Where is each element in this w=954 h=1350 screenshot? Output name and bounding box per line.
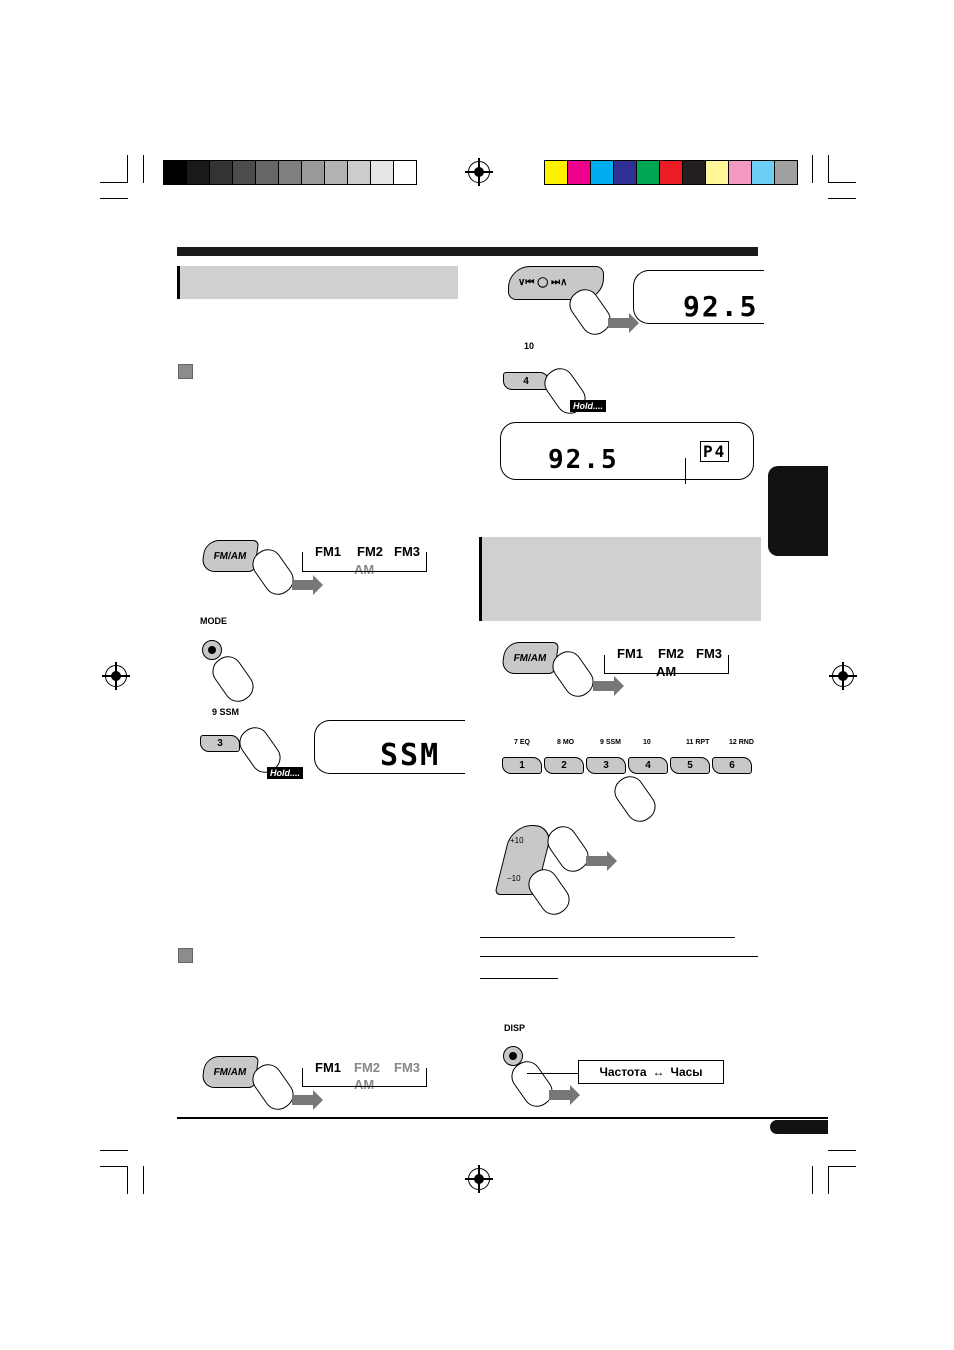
band-am: AM bbox=[354, 1077, 375, 1092]
number-key-top-label: 11 RPT bbox=[686, 739, 710, 746]
color-swatch bbox=[614, 161, 637, 184]
finger-icon bbox=[609, 771, 661, 828]
gray-swatch bbox=[325, 161, 348, 184]
gray-swatch bbox=[348, 161, 371, 184]
band-fm1: FM1 bbox=[315, 544, 341, 559]
arrow-right-icon bbox=[292, 1095, 314, 1105]
preset-button-1[interactable]: 1 bbox=[502, 757, 542, 774]
band-am: AM bbox=[656, 664, 677, 679]
preset-display: P4 bbox=[700, 441, 729, 462]
crop-mark bbox=[812, 155, 813, 183]
fm-am-button[interactable]: FM/AM bbox=[201, 1056, 259, 1088]
number-key-top-label: 10 bbox=[643, 739, 651, 746]
band-am: AM bbox=[354, 562, 375, 577]
arrow-right-icon bbox=[586, 856, 608, 866]
registration-mark-icon bbox=[832, 665, 854, 687]
band-fm3: FM3 bbox=[394, 544, 420, 559]
color-swatch bbox=[752, 161, 775, 184]
frequency-display: 92.5 bbox=[548, 445, 619, 475]
band-fm3: FM3 bbox=[394, 1060, 420, 1075]
clock-label: Часы bbox=[670, 1065, 703, 1079]
gray-swatch bbox=[302, 161, 325, 184]
seek-arrows-icon: ∨⏮ ◯ ⏭∧ bbox=[518, 277, 568, 288]
registration-mark-icon bbox=[105, 665, 127, 687]
section-bullet-icon bbox=[178, 948, 193, 963]
band-fm3: FM3 bbox=[696, 646, 722, 661]
disp-label: DISP bbox=[504, 1023, 526, 1033]
band-loop-line bbox=[302, 1068, 427, 1087]
number-key-top-label: 7 EQ bbox=[514, 739, 530, 746]
crop-mark bbox=[100, 1150, 128, 1151]
band-fm1: FM1 bbox=[617, 646, 643, 661]
page-number-pill bbox=[770, 1120, 828, 1134]
number-key-top-label: 8 MO bbox=[557, 739, 575, 746]
double-arrow-icon: ↔ bbox=[652, 1065, 665, 1079]
color-swatch bbox=[706, 161, 729, 184]
number-key-top-label: 9 SSM bbox=[600, 739, 622, 746]
crop-mark bbox=[828, 1150, 856, 1151]
arrow-right-icon bbox=[608, 318, 630, 328]
band-fm2: FM2 bbox=[354, 1060, 380, 1075]
display-mode-box bbox=[578, 1060, 724, 1084]
color-swatch bbox=[660, 161, 683, 184]
ssm-display-text: SSM bbox=[380, 738, 441, 773]
crop-mark bbox=[127, 155, 128, 183]
preset-button-6[interactable]: 6 bbox=[712, 757, 752, 774]
crop-mark bbox=[828, 182, 856, 183]
preset-button-5[interactable]: 5 bbox=[670, 757, 710, 774]
crop-mark bbox=[143, 1166, 144, 1194]
language-side-tab bbox=[768, 466, 828, 556]
crop-mark bbox=[828, 155, 829, 183]
gray-swatch bbox=[394, 161, 416, 184]
color-swatch bbox=[683, 161, 706, 184]
finger-icon bbox=[542, 821, 594, 878]
color-swatch bbox=[775, 161, 797, 184]
preset-button-4[interactable]: 4 bbox=[628, 757, 668, 774]
grayscale-calibration-bar bbox=[163, 160, 417, 185]
gray-swatch bbox=[233, 161, 256, 184]
hold-badge: Hold.... bbox=[267, 767, 303, 779]
rocker-up-label: +10 bbox=[510, 836, 524, 845]
section-bullet-icon bbox=[178, 364, 193, 379]
fm-am-button[interactable]: FM/AM bbox=[201, 540, 259, 572]
section-heading-box bbox=[479, 537, 761, 621]
frequency-display: 92.5 bbox=[683, 290, 759, 323]
color-swatch bbox=[637, 161, 660, 184]
number-key-top-label: 12 RND bbox=[729, 739, 754, 746]
gray-swatch bbox=[279, 161, 302, 184]
gray-swatch bbox=[256, 161, 279, 184]
mode-label: MODE bbox=[200, 616, 227, 626]
header-rule bbox=[177, 247, 758, 256]
rocker-down-label: −10 bbox=[507, 874, 521, 883]
gray-swatch bbox=[371, 161, 394, 184]
frequency-label: Частота bbox=[599, 1065, 647, 1079]
color-swatch bbox=[729, 161, 752, 184]
text-underline bbox=[480, 956, 758, 957]
crop-mark bbox=[100, 198, 128, 199]
crop-mark bbox=[100, 1166, 128, 1167]
gray-swatch bbox=[187, 161, 210, 184]
color-calibration-bar bbox=[544, 160, 798, 185]
crop-mark bbox=[100, 182, 128, 183]
color-swatch bbox=[568, 161, 591, 184]
text-underline bbox=[480, 937, 735, 938]
band-fm2: FM2 bbox=[658, 646, 684, 661]
preset-button-2[interactable]: 2 bbox=[544, 757, 584, 774]
arrow-right-icon bbox=[292, 580, 314, 590]
ssm-key-label: 9 SSM bbox=[212, 707, 240, 717]
crop-mark bbox=[828, 198, 856, 199]
fm-am-button[interactable]: FM/AM bbox=[501, 642, 559, 674]
band-fm2: FM2 bbox=[357, 544, 383, 559]
band-loop-line bbox=[604, 655, 729, 674]
arrow-right-icon bbox=[549, 1090, 571, 1100]
ten-key-label: 10 bbox=[524, 341, 535, 351]
crop-mark bbox=[143, 155, 144, 183]
gray-swatch bbox=[164, 161, 187, 184]
leader-line bbox=[685, 458, 686, 484]
registration-mark-icon bbox=[468, 1168, 490, 1190]
preset-3-button[interactable]: 3 bbox=[200, 735, 240, 752]
crop-mark bbox=[828, 1166, 829, 1194]
text-underline bbox=[480, 978, 558, 979]
registration-mark-icon bbox=[468, 161, 490, 183]
arrow-right-icon bbox=[593, 681, 615, 691]
leader-line bbox=[527, 1073, 579, 1074]
crop-mark bbox=[812, 1166, 813, 1194]
crop-mark bbox=[127, 1166, 128, 1194]
preset-button-3[interactable]: 3 bbox=[586, 757, 626, 774]
color-swatch bbox=[591, 161, 614, 184]
preset-4-button[interactable]: 4 bbox=[503, 372, 549, 390]
band-fm1: FM1 bbox=[315, 1060, 341, 1075]
color-swatch bbox=[545, 161, 568, 184]
band-loop-line bbox=[302, 552, 427, 572]
section-heading-box bbox=[177, 266, 458, 299]
crop-mark bbox=[828, 1166, 856, 1167]
gray-swatch bbox=[210, 161, 233, 184]
hold-badge: Hold.... bbox=[570, 400, 606, 412]
mode-button[interactable] bbox=[202, 640, 222, 660]
footer-rule bbox=[177, 1117, 828, 1119]
